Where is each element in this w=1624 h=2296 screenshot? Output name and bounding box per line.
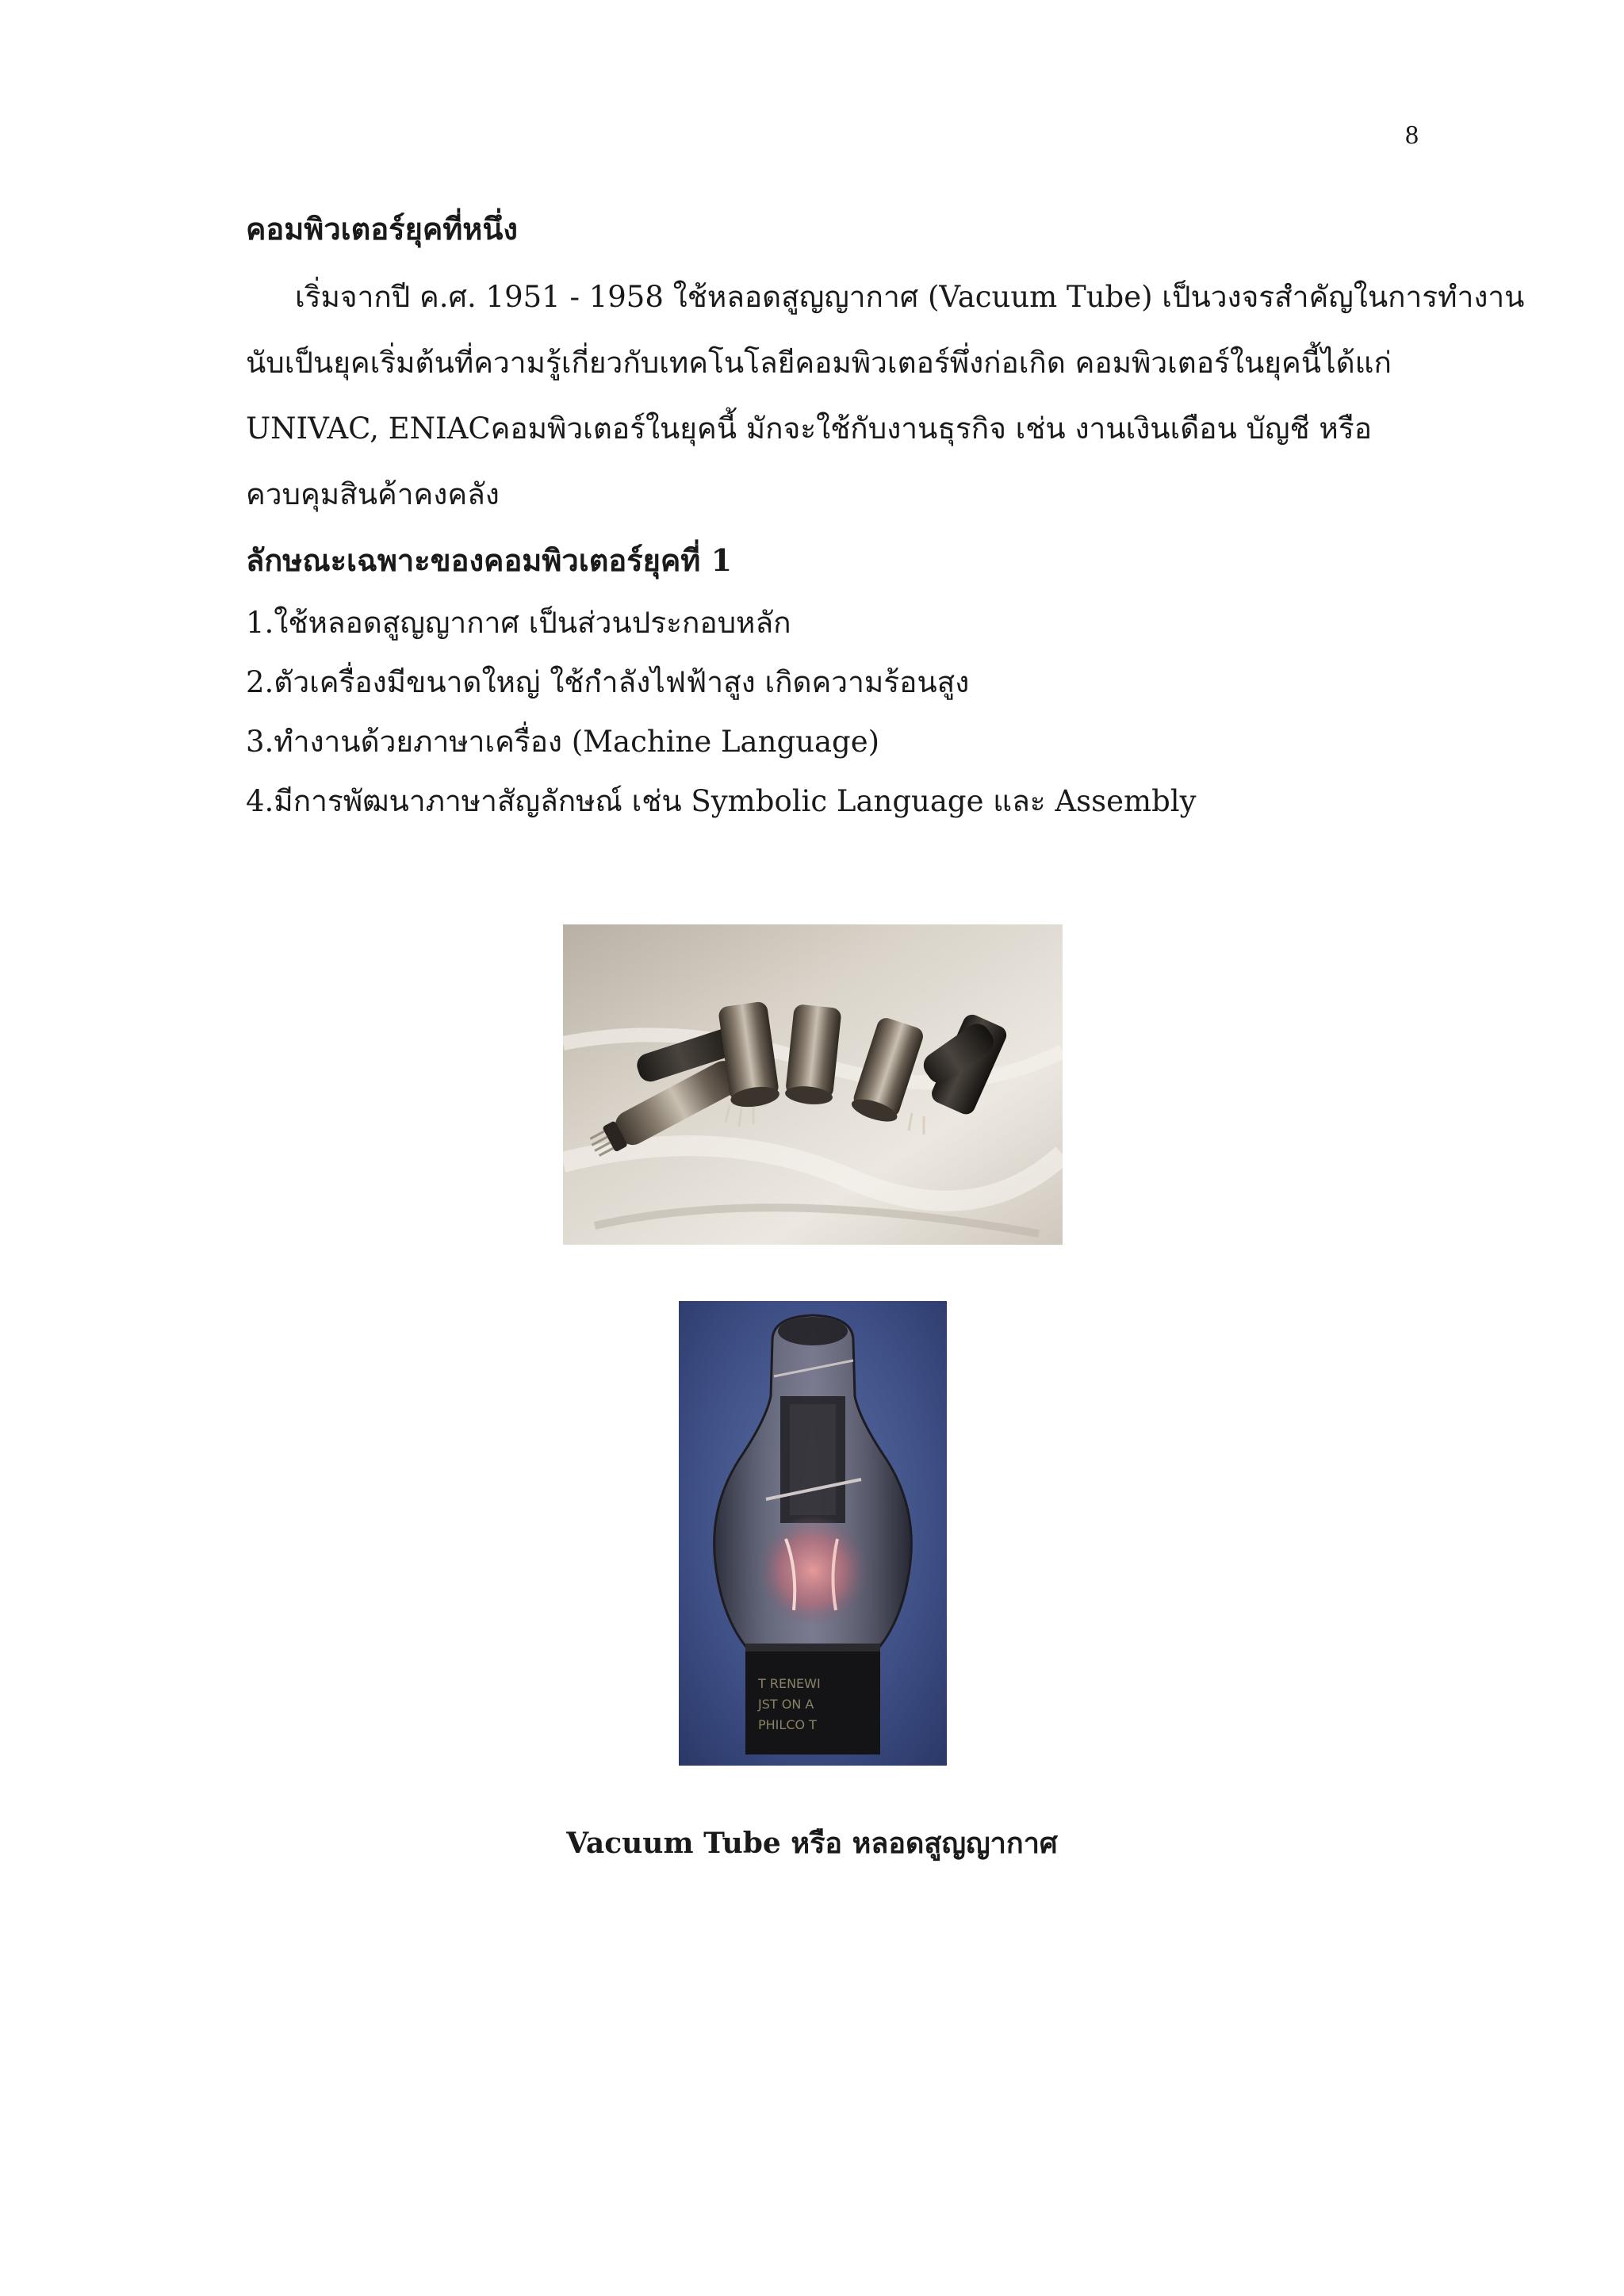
tube-base-text: PHILCO T — [758, 1717, 817, 1732]
list-item: 2.ตัวเครื่องมีขนาดใหญ่ ใช้กำลังไฟฟ้าสูง เกิดความร้อนสูง — [246, 665, 970, 699]
list-item: 3.ทำงานด้วยภาษาเครื่อง (Machine Language) — [246, 725, 880, 759]
list-item: 1.ใช้หลอดสูญญากาศ เป็นส่วนประกอบหลัก — [246, 606, 791, 640]
paragraph-line: นับเป็นยุคเริ่มต้นที่ความรู้เกี่ยวกับเทคโนโลยีคอมพิวเตอร์พึ่งก่อเกิด คอมพิวเตอร์ในยุคนี้ได้แก่ — [246, 346, 1392, 380]
paragraph-line: ควบคุมสินค้าคงคลัง — [246, 477, 500, 511]
intro-paragraph — [246, 264, 1525, 527]
section-title-characteristics: ลักษณะเฉพาะของคอมพิวเตอร์ยุคที่ 1 — [246, 542, 733, 578]
figure-caption: Vacuum Tube หรือ หลอดสูญญากาศ — [566, 1827, 1058, 1860]
single-vacuum-tube-photo — [679, 1301, 947, 1766]
page-number: 8 — [1405, 121, 1419, 150]
tube-base-text: JST ON A — [758, 1697, 814, 1712]
paragraph-line: เริ่มจากปี ค.ศ. 1951 - 1958 ใช้หลอดสูญญากาศ (Vacuum Tube) เป็นวงจรสำคัญในการทำงาน — [295, 280, 1525, 314]
section-title-first-generation: คอมพิวเตอร์ยุคที่หนึ่ง — [246, 211, 518, 247]
list-item: 4.มีการพัฒนาภาษาสัญลักษณ์ เช่น Symbolic Language และ Assembly — [246, 784, 1197, 818]
paragraph-line: UNIVAC, ENIACคอมพิวเตอร์ในยุคนี้ มักจะใช้กับงานธุรกิจ เช่น งานเงินเดือน บัญชี หรือ — [246, 411, 1372, 446]
characteristics-list — [246, 593, 1197, 831]
tube-base-text: T RENEWI — [758, 1676, 821, 1691]
vacuum-tubes-photo — [563, 924, 1063, 1245]
